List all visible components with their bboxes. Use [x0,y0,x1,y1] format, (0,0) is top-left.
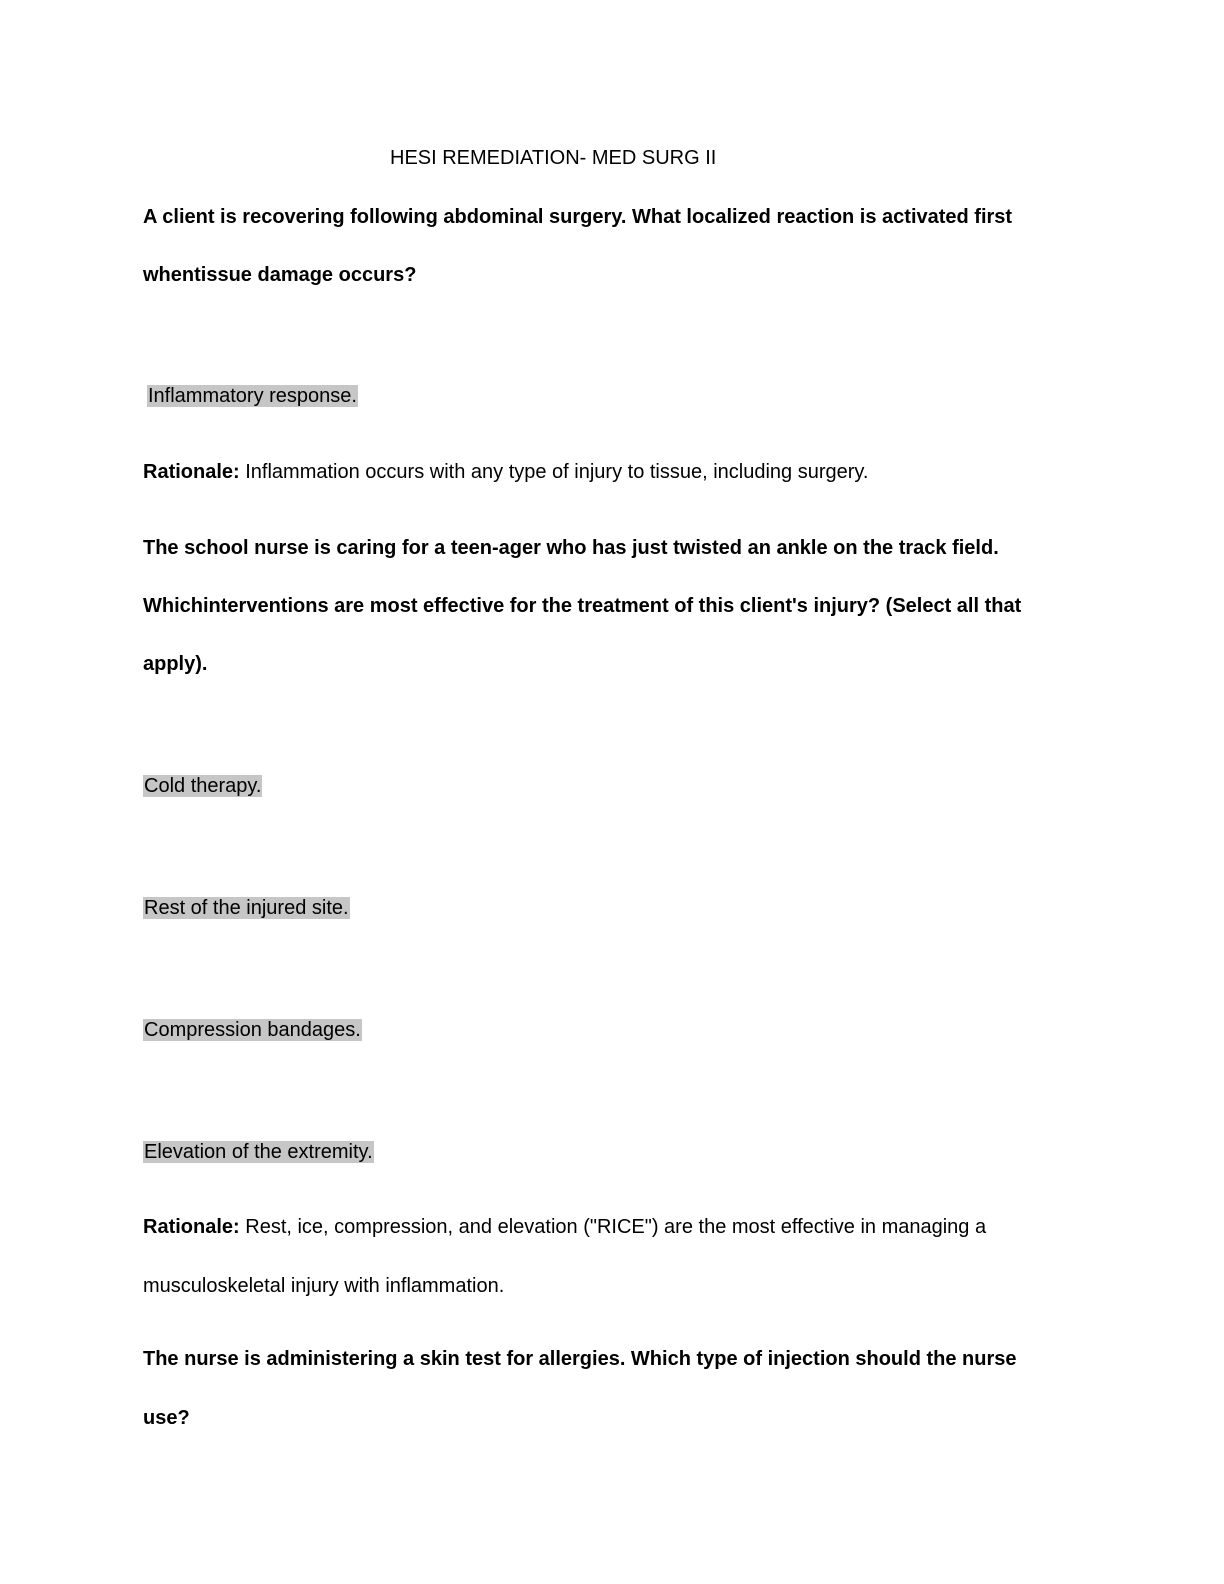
question-1-answer-1 [147,383,358,409]
highlighted-answer: Rest of the injured site. [144,897,349,919]
question-1-line-1: A client is recovering following abdominal surgery. What localized reaction is activated first [143,206,1013,228]
question-3-line-2: use? [143,1407,190,1429]
rationale-text: Inflammation occurs with any type of injury to tissue, including surgery. [245,461,869,483]
rationale-label: Rationale: [143,1216,240,1238]
question-2-answer-3 [143,1017,362,1043]
highlighted-answer: Compression bandages. [144,1019,361,1041]
highlighted-answer: Cold therapy. [144,775,262,797]
question-1-line-2: whentissue damage occurs? [143,264,417,286]
question-2-rationale-line-2: musculoskeletal injury with inflammation. [143,1275,505,1297]
question-2-answer-4 [143,1139,374,1165]
question-2-rationale-line-1 [143,1214,986,1240]
highlighted-answer: Elevation of the extremity. [144,1141,373,1163]
question-1-rationale [143,459,869,485]
rationale-text: Rest, ice, compression, and elevation ("RICE") are the most effective in managing a [245,1216,987,1238]
document-title: HESI REMEDIATION- MED SURG II [390,147,717,169]
rationale-label: Rationale: [143,461,240,483]
question-2-line-3: apply). [143,653,208,675]
question-3-line-1: The nurse is administering a skin test for allergies. Which type of injection should the nurse [143,1348,1017,1370]
highlighted-answer: Inflammatory response. [148,385,357,407]
question-2-answer-2 [143,895,350,921]
question-2-line-2: Whichinterventions are most effective for the treatment of this client's injury? (Select all that [143,595,1022,617]
question-2-answer-1 [143,773,262,799]
question-2-line-1: The school nurse is caring for a teen-ager who has just twisted an ankle on the track field. [143,537,999,559]
